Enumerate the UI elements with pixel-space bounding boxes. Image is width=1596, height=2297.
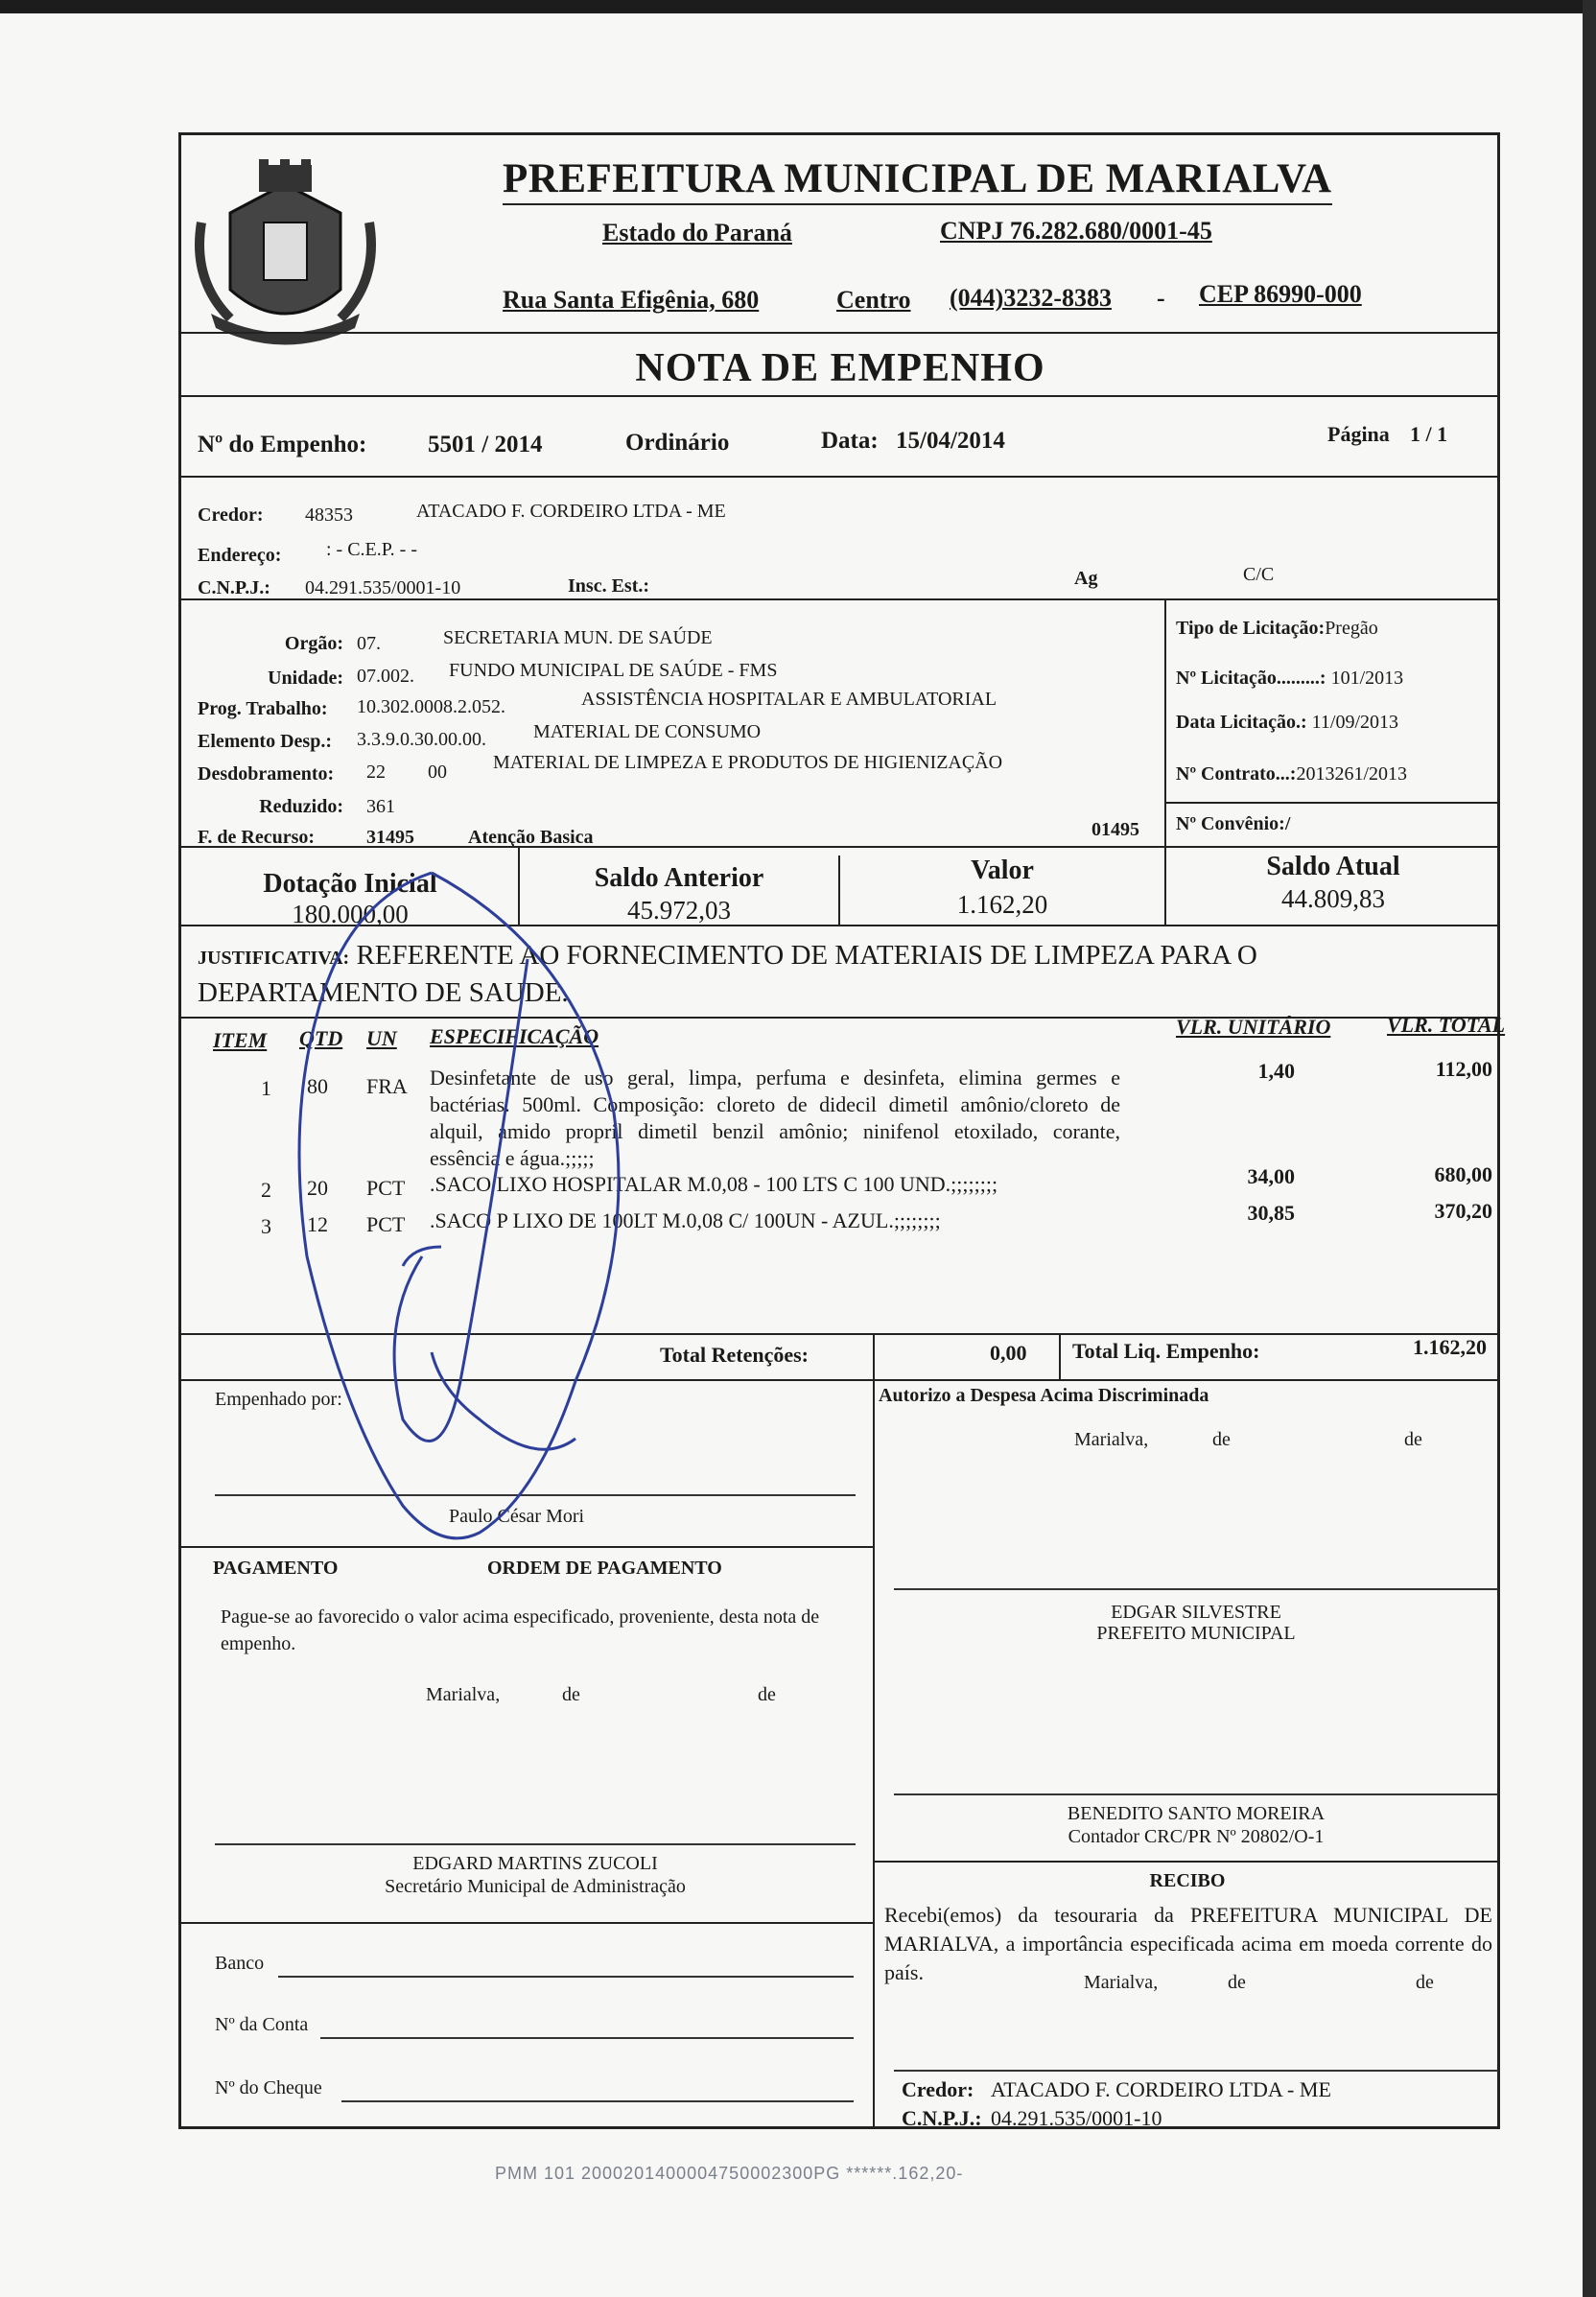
recibo-city: Marialva, xyxy=(1084,1972,1159,1993)
valor-value: 1.162,20 xyxy=(956,890,1048,919)
item-number: 2 xyxy=(261,1178,271,1202)
col-spec: ESPECIFICAÇÃO xyxy=(430,1024,599,1048)
orgao-code: 07. xyxy=(357,633,381,654)
document-title: NOTA DE EMPENHO xyxy=(635,346,1045,390)
col-un: UN xyxy=(366,1026,397,1050)
unidade-code: 07.002. xyxy=(357,666,414,687)
item-spec xyxy=(430,1065,1120,1172)
prog-label: Prog. Trabalho: xyxy=(198,698,328,719)
recurso-name: Atenção Basica xyxy=(468,827,594,848)
footer-code: PMM 101 2000201400004750002300PG ******.162,20- xyxy=(495,2164,964,2183)
valor-label: Valor xyxy=(971,856,1034,885)
orgao-label: Orgão: xyxy=(284,633,343,654)
recurso-code: 31495 xyxy=(366,827,414,848)
liquido-label: Total Liq. Empenho: xyxy=(1072,1339,1260,1363)
empenho-number-label: Nº do Empenho: xyxy=(198,432,367,457)
prog-code: 10.302.0008.2.052. xyxy=(357,696,505,717)
pague-de-1: de xyxy=(562,1684,580,1705)
page-label: Página xyxy=(1327,422,1390,446)
scan-edge-right xyxy=(1583,0,1596,2297)
item-spec: .SACO LIXO HOSPITALAR M.0,08 - 100 LTS C 100 UND.;;;;;;;; xyxy=(430,1172,998,1196)
contrato xyxy=(1176,763,1407,785)
autorizo-de-1: de xyxy=(1212,1429,1231,1450)
pague-city: Marialva, xyxy=(426,1684,501,1705)
cnpj-credor-value: 04.291.535/0001-10 xyxy=(305,577,461,598)
empenho-number: 5501 / 2014 xyxy=(428,432,543,457)
recibo-cnpj xyxy=(902,2106,1162,2131)
recibo-de-2: de xyxy=(1416,1972,1434,1993)
autorizo-city: Marialva, xyxy=(1074,1429,1149,1450)
item-number: 1 xyxy=(261,1076,271,1100)
justificativa-label: JUSTIFICATIVA: xyxy=(198,948,350,969)
col-unit: VLR. UNITÁRIO xyxy=(1176,1015,1331,1039)
data-licitacao-value: 11/09/2013 xyxy=(1311,712,1399,733)
dash-label: - xyxy=(1157,284,1165,312)
recibo-cnpj-value: 04.291.535/0001-10 xyxy=(991,2106,1162,2130)
prog-name: ASSISTÊNCIA HOSPITALAR E AMBULATORIAL xyxy=(581,689,998,710)
recibo-credor xyxy=(902,2077,1331,2102)
contrato-value: 2013261/2013 xyxy=(1296,763,1408,785)
orgao-name: SECRETARIA MUN. DE SAÚDE xyxy=(443,627,713,648)
tipo-licitacao-value: Pregão xyxy=(1325,618,1378,639)
convenio-label: Nº Convênio:/ xyxy=(1176,813,1291,834)
item-unit-value: 34,00 xyxy=(1247,1164,1295,1188)
ordem-pagamento-label: ORDEM DE PAGAMENTO xyxy=(487,1558,722,1579)
cnpj-label: CNPJ 76.282.680/0001-45 xyxy=(940,217,1212,245)
item-qtd: 12 xyxy=(307,1212,328,1236)
pague-text: Pague-se ao favorecido o valor acima especificado, proveniente, desta nota de empenho. xyxy=(221,1606,820,1654)
unidade-label: Unidade: xyxy=(268,668,343,689)
justificativa-line2: DEPARTAMENTO DE SAUDE. xyxy=(198,977,569,1008)
desdobramento-name: MATERIAL DE LIMPEZA E PRODUTOS DE HIGIENIZAÇÃO xyxy=(493,752,1003,773)
elemento-label: Elemento Desp.: xyxy=(198,731,332,752)
autorizo-label: Autorizo a Despesa Acima Discriminada xyxy=(879,1385,1209,1406)
saldo-atual-value: 44.809,83 xyxy=(1281,884,1385,913)
insc-label: Insc. Est.: xyxy=(568,575,650,597)
empenhado-label: Empenhado por: xyxy=(215,1389,342,1410)
item-unit-value: 1,40 xyxy=(1257,1059,1295,1083)
retencoes-value: 0,00 xyxy=(990,1341,1027,1365)
unidade-name: FUNDO MUNICIPAL DE SAÚDE - FMS xyxy=(449,660,778,681)
saldo-anterior-value: 45.972,03 xyxy=(627,896,731,925)
credor-code: 48353 xyxy=(305,504,353,526)
data-licitacao-label: Data Licitação.: xyxy=(1176,712,1307,733)
municipality-title: PREFEITURA MUNICIPAL DE MARIALVA xyxy=(503,155,1332,205)
state-label: Estado do Paraná xyxy=(602,219,792,246)
cep-label: CEP 86990-000 xyxy=(1199,280,1362,308)
empenho-date: 15/04/2014 xyxy=(896,428,1005,454)
item-spec: .SACO P LIXO DE 100LT M.0,08 C/ 100UN - AZUL.;;;;;;;; xyxy=(430,1208,941,1232)
recibo-de-1: de xyxy=(1228,1972,1246,1993)
contador-title: Contador CRC/PR Nº 20802/O-1 xyxy=(1068,1826,1325,1847)
dotacao-value: 180.000,00 xyxy=(292,900,409,928)
saldo-anterior-label: Saldo Anterior xyxy=(594,863,764,893)
empenhado-name: Paulo César Mori xyxy=(449,1506,585,1527)
elemento-code: 3.3.9.0.30.00.00. xyxy=(357,729,486,750)
secretario-name: EDGARD MARTINS ZUCOLI xyxy=(412,1853,658,1874)
dotacao-label: Dotação Inicial xyxy=(263,869,437,899)
item-un: FRA xyxy=(366,1074,408,1098)
recibo-label: RECIBO xyxy=(1149,1870,1226,1891)
pagamento-label: PAGAMENTO xyxy=(213,1558,339,1579)
phone-label: (044)3232-8383 xyxy=(950,284,1112,312)
ag-label: Ag xyxy=(1074,568,1098,589)
credor-label: Credor: xyxy=(198,504,264,526)
item-unit-value: 30,85 xyxy=(1247,1201,1295,1225)
reduzido-value: 361 xyxy=(366,796,395,817)
desdobramento-sub: 00 xyxy=(428,762,447,783)
justificativa-line1: REFERENTE AO FORNECIMENTO DE MATERIAIS DE LIMPEZA PARA O xyxy=(356,940,1257,971)
num-licitacao xyxy=(1176,668,1403,690)
justificativa xyxy=(198,938,1483,1010)
desdobramento-code: 22 xyxy=(366,762,386,783)
item-total-value: 680,00 xyxy=(1434,1162,1492,1186)
street-label: Rua Santa Efigênia, 680 xyxy=(503,286,760,314)
elemento-name: MATERIAL DE CONSUMO xyxy=(533,721,762,742)
data-licitacao xyxy=(1176,712,1398,734)
credor-name: ATACADO F. CORDEIRO LTDA - ME xyxy=(416,501,726,522)
recurso-ref: 01495 xyxy=(1091,819,1139,840)
recibo-text: Recebi(emos) da tesouraria da PREFEITURA MUNICIPAL DE MARIALVA, a importância especificada acima em moeda corrente do país. xyxy=(884,1903,1492,1984)
prefeito-title: PREFEITO MUNICIPAL xyxy=(1096,1623,1296,1644)
num-licitacao-label: Nº Licitação.........: xyxy=(1176,668,1326,689)
recibo-credor-name: ATACADO F. CORDEIRO LTDA - ME xyxy=(990,2077,1331,2101)
tipo-licitacao xyxy=(1176,618,1378,640)
secretario-title: Secretário Municipal de Administração xyxy=(385,1876,686,1897)
cheque-label: Nº do Cheque xyxy=(215,2077,322,2098)
item-un: PCT xyxy=(366,1176,406,1200)
address-value: : - C.E.P. - - xyxy=(326,539,417,560)
liquido-value: 1.162,20 xyxy=(1413,1335,1487,1359)
empenho-type: Ordinário xyxy=(625,430,730,456)
item-qtd: 20 xyxy=(307,1176,328,1200)
autorizo-de-2: de xyxy=(1404,1429,1422,1450)
address-label: Endereço: xyxy=(198,545,282,566)
item-qtd: 80 xyxy=(307,1074,328,1098)
desdobramento-label: Desdobramento: xyxy=(198,763,335,785)
conta-label: Nº da Conta xyxy=(215,2014,309,2035)
num-licitacao-value: 101/2013 xyxy=(1330,668,1404,689)
pague-de-2: de xyxy=(758,1684,776,1705)
item-spec-line: alquil, amido propril dimetil benzil amônio; ninifenol etoxilado, corante, xyxy=(430,1119,1120,1143)
contrato-label: Nº Contrato...: xyxy=(1176,763,1297,785)
item-spec-line: bactérias. 500ml. Composição: cloreto de didecil dimetil amônio/cloreto de xyxy=(430,1092,1120,1116)
prefeito-name: EDGAR SILVESTRE xyxy=(1111,1602,1281,1623)
recurso-label: F. de Recurso: xyxy=(198,827,316,848)
item-spec-line: Desinfetante de uso geral, limpa, perfuma e desinfeta, elimina germes e xyxy=(430,1066,1120,1090)
item-spec-line: essência e água.;;;;; xyxy=(430,1146,595,1170)
col-qtd: QTD xyxy=(299,1026,343,1050)
col-item: ITEM xyxy=(213,1028,268,1052)
recibo-cnpj-label: C.N.P.J.: xyxy=(902,2106,982,2130)
scan-edge-top xyxy=(0,0,1596,13)
cc-label: C/C xyxy=(1243,564,1275,585)
page-number: 1 / 1 xyxy=(1410,422,1448,446)
coat-of-arms-icon xyxy=(192,155,379,347)
cnpj-credor-label: C.N.P.J.: xyxy=(198,577,270,598)
item-un: PCT xyxy=(366,1212,406,1236)
date-label: Data: xyxy=(821,428,879,454)
saldo-atual-label: Saldo Atual xyxy=(1266,852,1400,881)
contador-name: BENEDITO SANTO MOREIRA xyxy=(1067,1803,1326,1824)
item-total-value: 112,00 xyxy=(1435,1057,1492,1081)
retencoes-label: Total Retenções: xyxy=(660,1343,809,1367)
banco-label: Banco xyxy=(215,1953,265,1974)
item-total-value: 370,20 xyxy=(1434,1199,1492,1223)
col-total: VLR. TOTAL xyxy=(1387,1013,1506,1037)
recibo-credor-label: Credor: xyxy=(902,2077,974,2101)
tipo-licitacao-label: Tipo de Licitação: xyxy=(1176,618,1326,639)
district-label: Centro xyxy=(836,286,911,314)
item-number: 3 xyxy=(261,1214,271,1238)
reduzido-label: Reduzido: xyxy=(259,796,343,817)
